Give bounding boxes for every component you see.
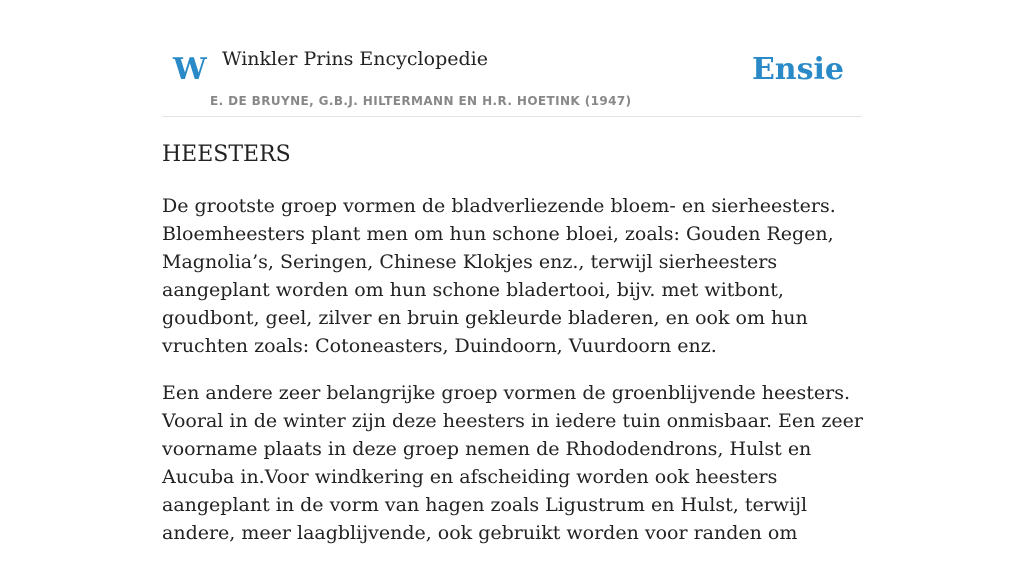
entry-title: HEESTERS [162, 142, 291, 167]
article-body [162, 192, 867, 566]
article-paragraph: De grootste groep vormen de bladverliezende bloem- en sierheesters. Bloemheesters plant men om hun schone bloei, zoals: Gouden Regen, Magnolia’s, Seringen, Chinese Klokjes enz., terwijl sierheesters aangeplant worden om hun schone bladertooi, bijv. met witbont, goudbont, geel, zilver en bruin gekleurde bladeren, en ook om hun vruchten zoals: Cotoneasters, Duindoorn, Vuurdoorn enz. [162, 195, 836, 357]
author-byline: E. DE BRUYNE, G.B.J. HILTERMANN EN H.R. HOETINK (1947) [210, 94, 632, 108]
site-header [162, 38, 862, 117]
ensie-brand-logo[interactable]: Ensie [751, 52, 844, 87]
site-logo-icon[interactable]: W [173, 52, 207, 87]
article-paragraph: Een andere zeer belangrijke groep vormen de groenblijvende heesters. Vooral in de winter zijn deze heesters in iedere tuin onmisbaar. Een zeer voorname plaats in deze groep nemen de Rhododendrons, Hulst en Aucuba in.Voor windkering en afscheiding worden ook heesters aangeplant in de vorm van hagen zoals Ligustrum en Hulst, terwijl andere, meer laagblijvende, ook gebruikt worden voor randen om [162, 382, 863, 544]
site-title-link[interactable]: Winkler Prins Encyclopedie [222, 48, 488, 70]
